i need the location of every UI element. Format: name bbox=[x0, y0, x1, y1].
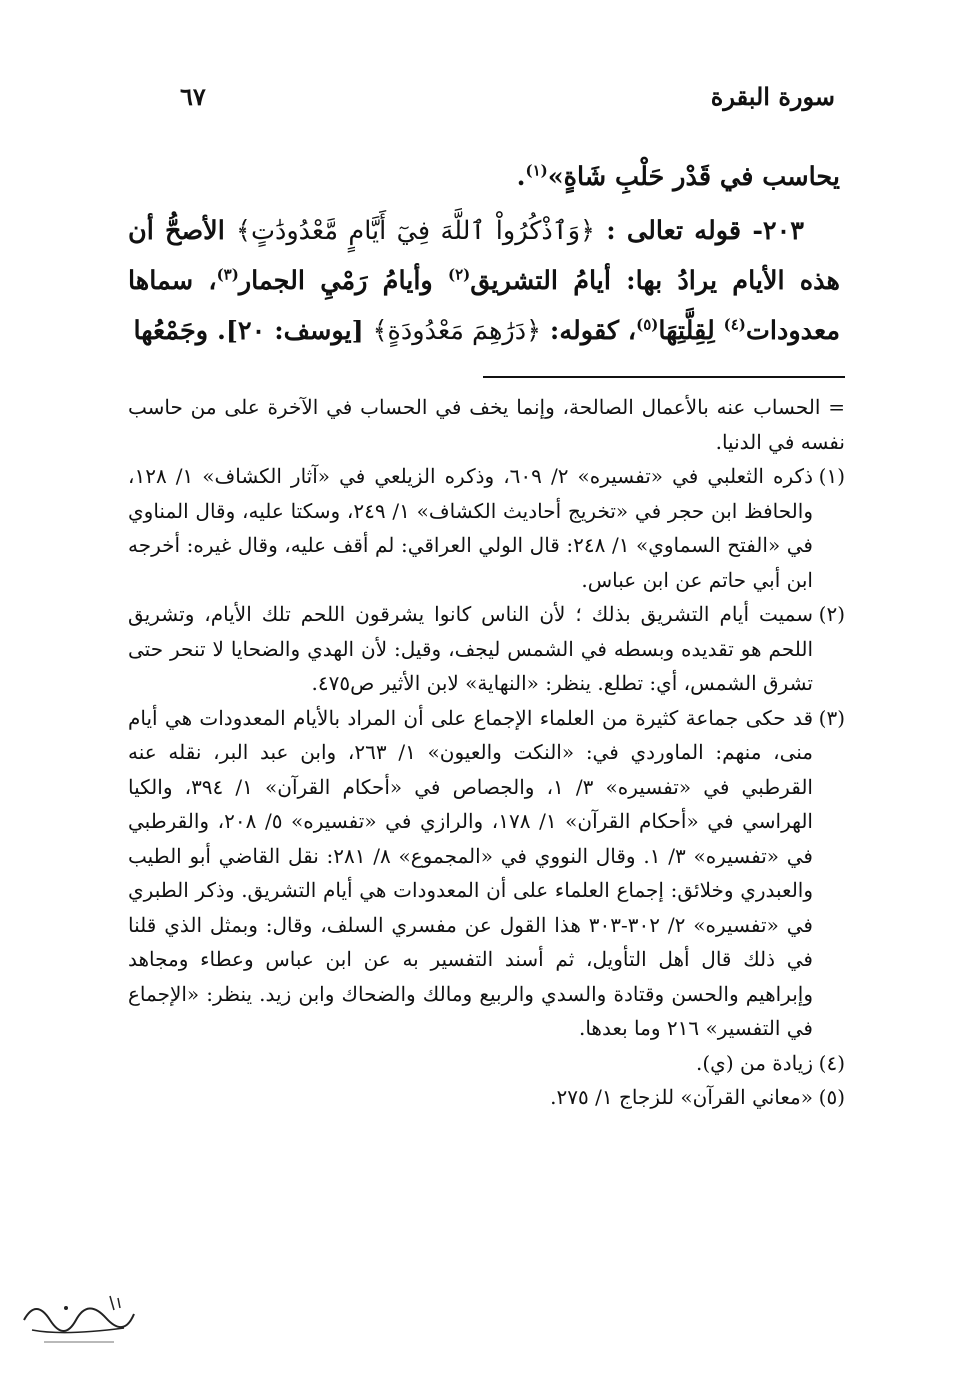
text-segment-c: ، سماها معدودات bbox=[128, 266, 840, 346]
footnotes bbox=[128, 390, 845, 1115]
footnote-item bbox=[128, 597, 845, 701]
verse-number: ٢٠٣- bbox=[752, 216, 804, 246]
footnote-item bbox=[128, 459, 845, 597]
footnote-item bbox=[128, 701, 845, 1046]
footnote-text: قد حكى جماعة كثيرة من العلماء الإجماع على أن المراد بالأيام المعدودات هي أيام منى، منهم: الماوردي في: «النكت والعيون» ١/ ٢٦٣، وابن عبد البر، نقله عنه القرطبي في «تفسيره» ٣/ ١، والجصاص في «أحكام القرآن» ١/ ٣٩٤، والكيا الهراسي في «أحكام القرآن» ١/ ١٧٨، والرازي في «تفسيره» ٥/ ٢٠٨، والقرطبي في «تفسيره» ٣/ ١. وقال النووي في «المجموع» ٨/ ٢٨١: نقل القاضي أبو الطيب والعبدري وخلائق: إجماع العلماء على أن المعدودات هي أيام التشريق. وذكر الطبري في «تفسيره» ٢/ ٣٠٢-٣٠٣ هذا القول عن مفسري السلف، وقال: وبمثل الذي قلنا في ذلك قال أهل التأويل، ثم أسند التفسير به عن ابن عباس وعطاء ومجاهد وإبراهيم والحسن وقتادة والسدي والربيع ومالك والضحاك وابن زيد. ينظر: «الإجماع في التفسير» ٢١٦ وما بعدها. bbox=[128, 705, 813, 1040]
footnote-item bbox=[128, 1080, 845, 1115]
commentary-paragraph-203 bbox=[128, 206, 840, 356]
page-header bbox=[180, 82, 835, 122]
footnote-number: (١) bbox=[818, 464, 845, 488]
footnote-continuation: = الحساب عنه بالأعمال الصالحة، وإنما يخف في الحساب في الآخرة على من حاسب نفسه في الدنيا. bbox=[128, 395, 845, 454]
footnote-number: (٥) bbox=[818, 1085, 845, 1109]
footnote-ref-2: (٢) bbox=[447, 265, 471, 284]
text-segment-b: وأيامُ رَمْيِ الجمار bbox=[238, 266, 448, 296]
footnote-ref-5: (٥) bbox=[636, 315, 659, 334]
footnote-text: ذكره الثعلبي في «تفسيره» ٢/ ٦٠٩، وذكره الزيلعي في «آثار الكشاف» ١/ ١٢٨، والحافظ ابن حجر في «تخريج أحاديث الكشاف» ١/ ٢٤٩، وسكتا عليه، وقال المناوي في «الفتح السماوي» ١/ ٢٤٨: قال الولي العراقي: لم أقف عليه، وقال غيره: أخرجه ابن أبي حاتم عن ابن عباس. bbox=[128, 464, 813, 592]
quran-verse-2: ﴿دَرَٰهِمَ مَعْدُودَةٍ﴾ bbox=[372, 316, 542, 346]
watermark-logo bbox=[14, 1290, 144, 1354]
footnote-number: (٢) bbox=[818, 602, 845, 626]
text-segment-a: الأصحُّ أن هذه الأيام يرادُ بها: أيامُ التشريق bbox=[128, 216, 840, 296]
quran-verse-1: ﴿وَٱذْكُرُواْ ٱللَّهَ فِيٓ أَيَّامٍ مَّعْدُودَٰتٍ﴾ bbox=[236, 216, 595, 246]
footnote-separator bbox=[483, 376, 845, 378]
main-text bbox=[128, 152, 840, 356]
continuation-text: يحاسب في قَدْر حَلْبِ شَاةٍ» bbox=[547, 162, 840, 192]
footnote-ref-1: (١) bbox=[525, 161, 548, 180]
continuation-line bbox=[128, 152, 840, 202]
text-segment-e: ، كقوله: bbox=[541, 316, 637, 346]
footnote-number: (٤) bbox=[818, 1050, 845, 1075]
surah-title: سورة البقرة bbox=[710, 82, 835, 111]
text-segment-d: لِقِلَّتِهَا bbox=[658, 316, 724, 346]
intro-text: قوله تعالى : bbox=[594, 216, 742, 246]
footnote-ref-4: (٤) bbox=[723, 315, 746, 334]
footnote-text: «معاني القرآن» للزجاج ١/ ٢٧٥. bbox=[550, 1085, 813, 1109]
continuation-end: . bbox=[516, 162, 526, 192]
page-number: ٦٧ bbox=[180, 82, 206, 111]
footnote-number: (٣) bbox=[818, 705, 845, 730]
footnote-text: سميت أيام التشريق بذلك ؛ لأن الناس كانوا يشرقون اللحم تلك الأيام، وتشريق اللحم هو تقديده وبسطه في الشمس ليجف، وقيل: لأن الهدي والضحايا لا تنحر حتى تشرق الشمس، أي: تطلع. ينظر: «النهاية» لابن الأثير ص٤٧٥. bbox=[128, 602, 813, 695]
text-segment-f: [يوسف: ٢٠]. وجَمْعُها bbox=[133, 316, 373, 346]
footnote-item bbox=[128, 1046, 845, 1081]
footnote-ref-3: (٣) bbox=[216, 265, 239, 284]
footnote-text: زيادة من (ي). bbox=[696, 1050, 813, 1075]
